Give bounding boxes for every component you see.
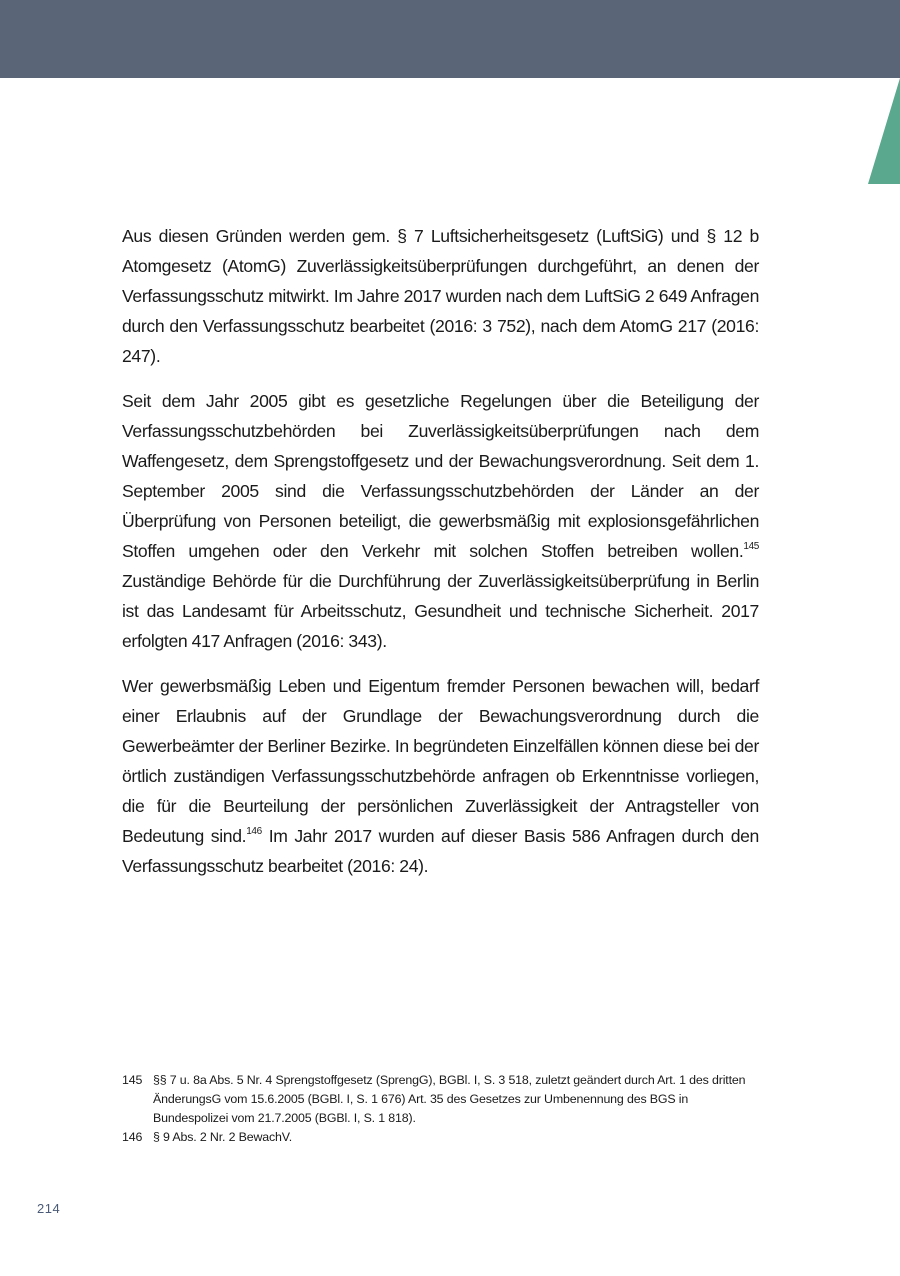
paragraph-2-text-before: Seit dem Jahr 2005 gibt es gesetzliche Regelungen über die Beteiligung der Verfassungsschutzbehörden bei Zuverlässigkeitsüberprüfungen nach dem Waffengesetz, dem Sprengstoffgesetz und der Bewachungsverordnung. Seit dem 1. September 2005 sind die Verfassungsschutzbehörden der Länder an der Überprüfung von Personen beteiligt, die gewerbsmäßig mit explosionsgefährlichen Stoffen umgehen oder den Verkehr mit solchen Stoffen betreiben wollen. bbox=[122, 391, 759, 561]
footnote-146 bbox=[122, 1128, 762, 1147]
body-text bbox=[122, 221, 759, 896]
page-number: 214 bbox=[37, 1201, 61, 1216]
corner-accent-tab bbox=[868, 78, 900, 184]
paragraph-3-text-before: Wer gewerbsmäßig Leben und Eigentum fremder Personen bewachen will, bedarf einer Erlaubnis auf der Grundlage der Bewachungsverordnung durch die Gewerbeämter der Berliner Bezirke. In begründeten Einzelfällen können diese bei der örtlich zuständigen Verfassungsschutzbehörde anfragen ob Erkenntnisse vorliegen, die für die Beurteilung der persönlichen Zuverlässigkeit der Antragsteller von Bedeutung sind. bbox=[122, 676, 759, 846]
footnote-text: § 9 Abs. 2 Nr. 2 BewachV. bbox=[153, 1130, 293, 1144]
footnote-number: 146 bbox=[122, 1130, 143, 1144]
footnote-ref-145[interactable]: 145 bbox=[743, 541, 759, 553]
footnote-number: 145 bbox=[122, 1073, 143, 1087]
footnote-145 bbox=[122, 1071, 762, 1128]
footnotes bbox=[122, 1071, 762, 1147]
footnote-text: §§ 7 u. 8a Abs. 5 Nr. 4 Sprengstoffgesetz (SprengG), BGBl. I, S. 3 518, zuletzt geändert durch Art. 1 des dritten ÄnderungsG vom 15.6.2005 (BGBl. I, S. 1 676) Art. 35 des Gesetzes zur Umbenennung des BGS in Bundespolizei vom 21.7.2005 (BGBl. I, S. 1 818). bbox=[153, 1073, 746, 1125]
corner-accent-shape bbox=[868, 78, 900, 184]
paragraph-2-text-after: Zuständige Behörde für die Durchführung der Zuverlässigkeitsüberprüfung in Berlin ist das Landesamt für Arbeitsschutz, Gesundheit und technische Sicherheit. 2017 erfolgten 417 Anfragen (2016: 343). bbox=[122, 571, 759, 651]
header-band bbox=[0, 0, 900, 78]
paragraph-2 bbox=[122, 386, 759, 656]
footnote-ref-146[interactable]: 146 bbox=[246, 826, 262, 838]
paragraph-1-text: Aus diesen Gründen werden gem. § 7 Luftsicherheitsgesetz (LuftSiG) und § 12 b Atomgesetz (AtomG) Zuverlässigkeitsüberprüfungen durchgeführt, an denen der Verfassungsschutz mitwirkt. Im Jahre 2017 wurden nach dem LuftSiG 2 649 Anfragen durch den Verfassungsschutz bearbeitet (2016: 3 752), nach dem AtomG 217 (2016: 247). bbox=[122, 226, 759, 366]
paragraph-1 bbox=[122, 221, 759, 371]
paragraph-3-text-after: Im Jahr 2017 wurden auf dieser Basis 586 Anfragen durch den Verfassungsschutz bearbeitet (2016: 24). bbox=[122, 826, 759, 876]
paragraph-3 bbox=[122, 671, 759, 881]
